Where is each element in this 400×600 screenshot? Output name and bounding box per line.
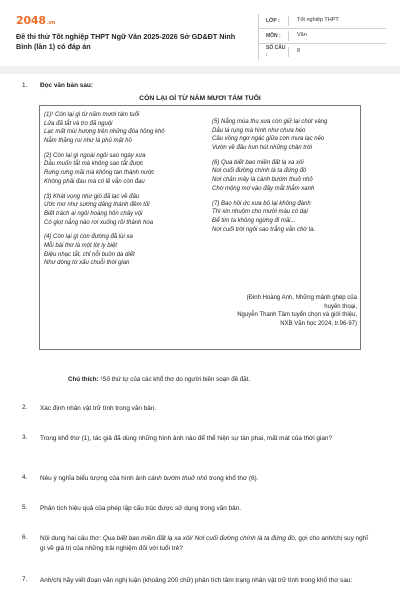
question-number: 3.: [22, 434, 28, 441]
meta-row-class: [258, 14, 386, 29]
poem-line: (4) Còn lại gì con đường đã lùi xa: [44, 234, 133, 241]
meta-divider: [288, 47, 289, 57]
credit-line: huyền thoại,: [324, 303, 357, 310]
footnote-text: ¹Số thứ tự của các khổ thơ do người biên soạn đề đặt.: [98, 376, 251, 383]
poem-column-left: [44, 111, 202, 274]
poem-stanza: [44, 193, 202, 228]
poem-line: Có giọt nắng nào rơi xuống rồi thành hoa: [44, 219, 154, 226]
meta-row-count: [258, 44, 386, 59]
footnote-label: Chú thích:: [68, 376, 99, 383]
poem-line: Ước mơ như sương dâng thành đêm tối: [44, 202, 150, 209]
poem-stanza: [212, 200, 360, 235]
question-2: [22, 404, 375, 414]
question-quote: cánh bướm thuở nhỏ: [147, 475, 208, 482]
poem-credit: [212, 294, 357, 329]
question-number: 2.: [22, 404, 28, 411]
poem-line: Nơi cuối trời ngôi sao trắng vẫn chờ ta.: [212, 226, 316, 233]
meta-key: LỚP :: [266, 17, 280, 24]
poem-line: Lạc mất mùi hương trên những đóa hồng khô: [44, 129, 165, 136]
question-3: [22, 434, 375, 444]
question-text-part: gợi cho anh/chị suy nghĩ gì về giá trị của những trải nghiệm đối với tuổi trẻ?: [40, 535, 368, 552]
meta-divider: [288, 16, 289, 26]
question-number: 6.: [22, 534, 28, 541]
question-number: 4.: [22, 474, 28, 481]
site-logo[interactable]: [16, 14, 55, 29]
poem-line: Thì xin nhuộm cho mười màu có dại: [212, 209, 308, 216]
meta-key: MÔN :: [266, 32, 281, 39]
poem-line: Để tim ta không ngừng đi mãi...: [212, 217, 296, 224]
credit-line: (Đinh Hoàng Anh, Những mảnh ghép của: [246, 295, 357, 301]
poem-line: Cầu vồng ngơ ngác giữa cơn mưa lạc nẻo: [212, 136, 325, 143]
meta-value-count: 8: [297, 47, 301, 54]
poem-column-right: [212, 118, 360, 240]
meta-divider: [288, 31, 289, 41]
poem-line: Dẫu muốn tắt mà không sao tắt được: [44, 161, 144, 168]
exam-title: Đề thi thử Tốt nghiệp THPT Ngữ Văn 2025-2026 Sở GD&ĐT Ninh Bình (lần 1) có đáp án: [16, 32, 236, 51]
question-text: Đọc văn bản sau:: [40, 82, 93, 89]
question-text: Anh/chị hãy viết đoạn văn nghị luận (khoảng 200 chữ) phân tích tâm trạng nhân vật trữ tình trong khổ thơ sau:: [40, 577, 353, 584]
poem-line: Biết trách ai ngôi hoàng hôn chảy vội: [44, 210, 143, 217]
question-4: [22, 474, 375, 484]
question-6: [22, 534, 375, 554]
credit-line: Nguyễn Thanh Tâm tuyển chọn và giới thiệu,: [237, 312, 357, 319]
poem-line: (2) Còn lại gì ngoài ngôi sao ngày xưa: [44, 152, 146, 159]
question-text-part: Nội dung hai câu thơ:: [40, 535, 103, 542]
poem-line: Rưng rưng mãi mà không tan thành nước: [44, 170, 155, 177]
question-quote: Qua biết bao miền đất lạ xa xôi/ Nơi cuối đường chính là ta đứng đó,: [102, 535, 297, 542]
question-text-part: trong khổ thơ (6).: [207, 475, 259, 482]
poem-stanza: [212, 118, 360, 153]
credit-line: NXB Văn học 2024, tr.96-97): [280, 321, 357, 328]
meta-value-subject: Văn: [297, 32, 307, 39]
question-text: Phân tích hiệu quả của phép lặp cấu trúc được sử dụng trong văn bản.: [40, 505, 242, 512]
poem-stanza: [44, 152, 202, 187]
poem-line: Nơi cuối đường chính là ta đứng đó: [212, 168, 307, 175]
poem-line: (5) Nắng mùa thu xưa còn giữ lại chút vàng: [212, 119, 328, 125]
poem-line: Nằm thăng roi như lá phủ mặt hồ: [44, 138, 132, 145]
meta-row-subject: [258, 29, 386, 44]
poem-line: Dẫu lá rụng mà hình như chưa héo: [212, 127, 306, 134]
poem-line: Mỗi bài thơ là một lời ly biệt: [44, 242, 117, 249]
poem-stanza: [44, 111, 202, 146]
poem-line: Như dòng tơ xấu chuỗi thời gian: [44, 260, 130, 267]
question-number: 5.: [22, 504, 28, 511]
poem-line: (6) Qua biết bao miền đất lạ xa xôi: [212, 159, 304, 166]
meta-key: SỐ CÂU :: [266, 44, 286, 58]
header-divider: [0, 66, 400, 74]
poem-title: CÒN LẠI GÌ TỪ NĂM MƯƠI TÁM TUỔI: [139, 95, 261, 102]
logo-text: 2048: [16, 14, 46, 27]
question-text: [40, 534, 375, 554]
footnote: [68, 376, 368, 384]
poem-stanza: [44, 233, 202, 268]
question-text-part: Nêu ý nghĩa biểu tượng của hình ảnh: [40, 475, 148, 482]
question-number: 7.: [22, 576, 28, 583]
meta-value-class: Tốt nghiệp THPT: [297, 17, 339, 24]
question-5: [22, 504, 375, 514]
question-7: [22, 576, 375, 586]
poem-line: (7) Bao hồi ức xưa bỏ lại không đành: [212, 200, 311, 207]
poem-line: Lửa đã tắt và tro đã nguội: [44, 120, 113, 127]
meta-table: [258, 14, 386, 59]
poem-line: Điệu nhạc tắt, chỉ nỗi buồn da diết: [44, 251, 135, 258]
page-header: [16, 14, 386, 60]
poem-line: Vườn về đâu hun hút những chân trời: [212, 145, 312, 152]
logo-suffix: .vn: [46, 20, 55, 26]
poem-line: Chờ mộng mơ vào đây mắt thắm xanh: [212, 185, 315, 192]
question-1: [22, 82, 93, 91]
question-text: [40, 474, 375, 484]
poem-line: (1)¹ Còn lại gì từ năm mươi tám tuổi: [44, 112, 140, 118]
question-text: Trong khổ thơ (1), tác giả đã dùng những hình ảnh nào để thể hiện sự tàn phai, mất mát của thời gian?: [40, 435, 333, 442]
question-text: Xác định nhân vật trữ tình trong văn bản.: [40, 405, 157, 412]
poem-line: Nơi chân mây là cánh bướm thuở nhỏ: [212, 177, 313, 184]
poem-stanza: [212, 159, 360, 194]
poem-line: Không phải đau mà có lẽ vẫn còn đau: [44, 178, 145, 185]
question-number: 1.: [22, 82, 28, 89]
poem-line: (3) Khát vọng như gió đã lạc về đâu: [44, 193, 140, 200]
